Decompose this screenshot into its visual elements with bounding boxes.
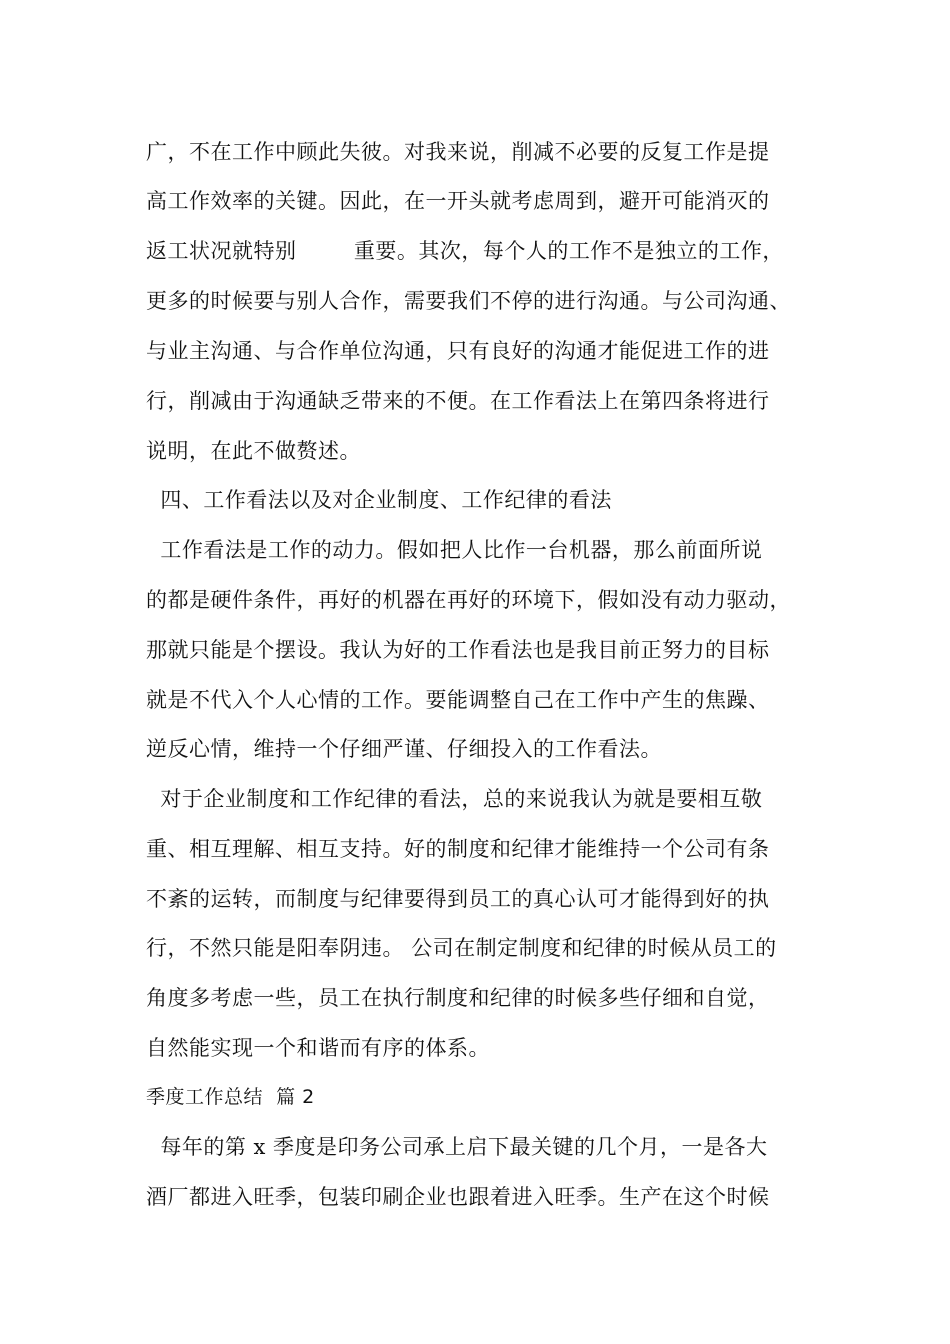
- paragraph-line: 的都是硬件条件，再好的机器在再好的环境下，假如没有动力驱动，: [146, 588, 791, 612]
- paragraph-line: 广，不在工作中顾此失彼。对我来说，削减不必要的反复工作是提: [146, 140, 770, 164]
- paragraph-line: 自然能实现一个和谐而有序的体系。: [146, 1036, 490, 1060]
- paragraph-line: 工作看法是工作的动力。假如把人比作一台机器，那么前面所说: [146, 538, 763, 562]
- section-heading: 四、工作看法以及对企业制度、工作纪律的看法: [146, 488, 612, 512]
- paragraph-line: 行，不然只能是阳奉阴违。 公司在制定制度和纪律的时候从员工的: [146, 936, 777, 960]
- paragraph-line: 说明，在此不做赘述。: [146, 439, 361, 463]
- paragraph-line: 行，削减由于沟通缺乏带来的不便。在工作看法上在第四条将进行: [146, 389, 770, 413]
- paragraph-line: 不紊的运转，而制度与纪律要得到员工的真心认可才能得到好的执: [146, 887, 770, 911]
- paragraph-line: 返工状况就特别 重要。其次，每个人的工作不是独立的工作，: [146, 239, 784, 263]
- paragraph-line: 就是不代入个人心情的工作。要能调整自己在工作中产生的焦躁、: [146, 688, 770, 712]
- paragraph-line: 每年的第 x 季度是印务公司承上启下最关键的几个月，一是各大: [146, 1135, 768, 1159]
- paragraph-line: 高工作效率的关键。因此，在一开头就考虑周到，避开可能消灭的: [146, 189, 770, 213]
- paragraph-line: 那就只能是个摆设。我认为好的工作看法也是我目前正努力的目标: [146, 638, 770, 662]
- paragraph-line: 对于企业制度和工作纪律的看法，总的来说我认为就是要相互敬: [146, 787, 763, 811]
- section-title: 季度工作总结 篇 2: [146, 1086, 315, 1108]
- paragraph-line: 角度多考虑一些，员工在执行制度和纪律的时候多些仔细和自觉，: [146, 986, 770, 1010]
- paragraph-line: 重、相互理解、相互支持。好的制度和纪律才能维持一个公司有条: [146, 837, 770, 861]
- paragraph-line: 逆反心情，维持一个仔细严谨、仔细投入的工作看法。: [146, 737, 662, 761]
- paragraph-line: 与业主沟通、与合作单位沟通，只有良好的沟通才能促进工作的进: [146, 339, 770, 363]
- paragraph-line: 酒厂都进入旺季，包装印刷企业也跟着进入旺季。生产在这个时候: [146, 1185, 770, 1209]
- paragraph-line: 更多的时候要与别人合作，需要我们不停的进行沟通。与公司沟通、: [146, 289, 791, 313]
